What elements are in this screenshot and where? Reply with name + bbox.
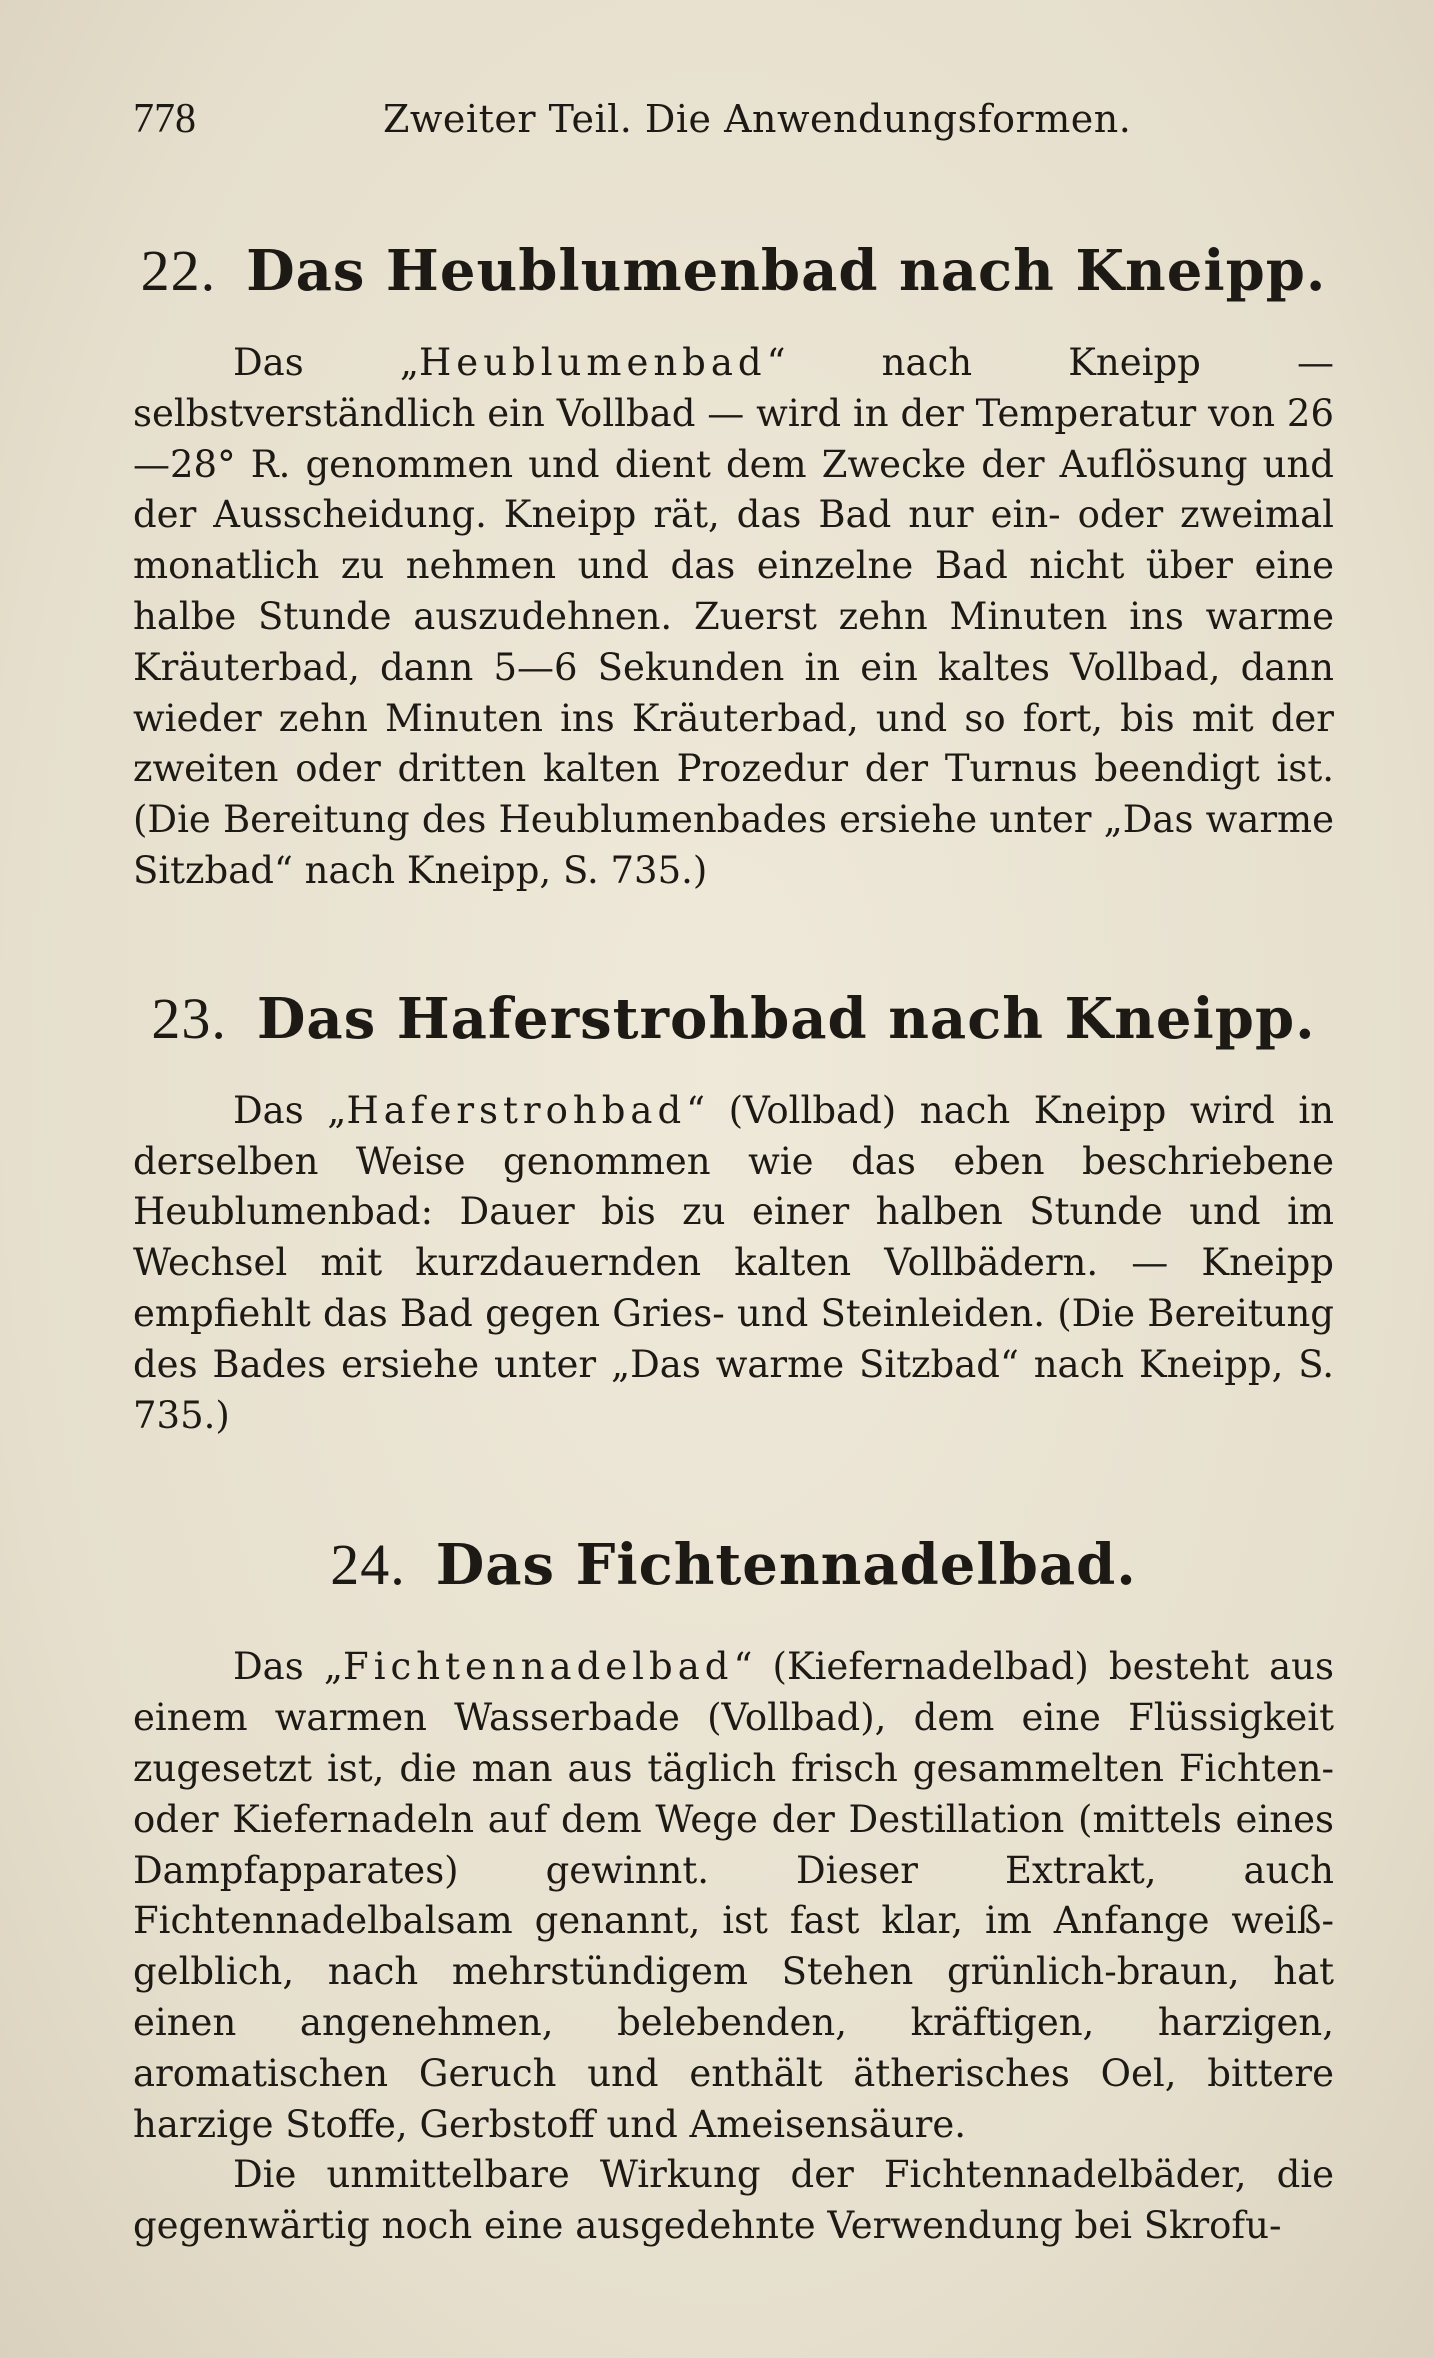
spaced-term: Haferstrohbad bbox=[346, 1088, 687, 1132]
paragraph: Die unmittelbare Wirkung der Fichtennadelbäder, die gegenwärtig noch eine ausgedehnte Verwendung bei Skrofu- bbox=[133, 2153, 1334, 2248]
section-22 bbox=[133, 237, 1334, 897]
section-title: Das Fichtennadelbad. bbox=[435, 1532, 1137, 1599]
running-head bbox=[133, 95, 1334, 155]
section-24 bbox=[133, 1531, 1334, 2252]
section-number: 22. bbox=[140, 238, 217, 303]
paragraph bbox=[133, 1086, 1334, 1442]
section-23 bbox=[133, 985, 1334, 1442]
paragraph-text: “ nach Kneipp — selbstverständlich ein Vollbad — wird in der Temperatur von 26—28° R. genommen und dient dem Zwecke der Auflösung und der Ausscheidung. Kneipp rät, das Bad nur ein- oder zweimal monatlich zu nehmen und das einzelne Bad nicht über eine halbe Stunde auszudehnen. Zuerst zehn Minuten ins warme Kräuterbad, dann 5—6 Sekunden in ein kaltes Vollbad, dann wieder zehn Minuten ins Kräuterbad, und so fort, bis mit der zweiten oder dritten kalten Prozedur der Turnus beendigt ist. (Die Bereitung des Heublumenbades ersiehe unter „Das warme Sitzbad“ nach Kneipp, S. 735.) bbox=[133, 341, 1334, 892]
paragraph-text: “ (Vollbad) nach Kneipp wird in derselben Weise genommen wie das eben beschriebene Heublumenbad: Dauer bis zu einer halben Stunde und im Wechsel mit kurzdauernden kalten Vollbädern. — Kneipp empfiehlt das Bad gegen Gries- und Steinleiden. (Die Bereitung des Bades ersiehe unter „Das warme Sitzbad“ nach Kneipp, S. 735.) bbox=[133, 1088, 1334, 1437]
quote-open: Das „ bbox=[233, 341, 420, 384]
paragraph bbox=[133, 1642, 1334, 2150]
spaced-term: Heublumenbad bbox=[419, 341, 767, 384]
paragraph-text: “ (Kiefernadelbad) besteht aus einem warmen Wasserbade (Vollbad), dem eine Flüssigkeit zugesetzt ist, die man aus täglich frisch gesammelten Fichten- oder Kiefernadeln auf dem Wege der Destillation (mittels eines Dampfapparates) gewinnt. Dieser Extrakt, auch Fichtennadelbalsam genannt, ist fast klar, im Anfange weiß-gelblich, nach mehrstündigem Stehen grünlich-braun, hat einen angenehmen, belebenden, kräftigen, harzigen, aromatischen Geruch und enthält ätherisches Oel, bittere harzige Stoffe, Gerbstoff und Ameisensäure. bbox=[133, 1645, 1334, 2146]
quote-open: Das „ bbox=[233, 1645, 344, 1689]
section-heading bbox=[133, 1531, 1334, 1598]
section-heading bbox=[133, 237, 1334, 304]
section-title: Das Haferstrohbad nach Kneipp. bbox=[256, 985, 1316, 1052]
quote-open: Das „ bbox=[233, 1088, 347, 1132]
page-number: 778 bbox=[133, 96, 196, 142]
section-heading bbox=[133, 985, 1334, 1052]
paragraph bbox=[133, 338, 1334, 897]
section-title: Das Heublumenbad nach Kneipp. bbox=[246, 238, 1327, 304]
section-number: 23. bbox=[151, 985, 227, 1051]
spaced-term: Fichtennadelbad bbox=[343, 1645, 734, 1689]
section-number: 24. bbox=[330, 1532, 406, 1598]
running-title: Zweiter Teil. Die Anwendungsformen. bbox=[383, 97, 1132, 141]
